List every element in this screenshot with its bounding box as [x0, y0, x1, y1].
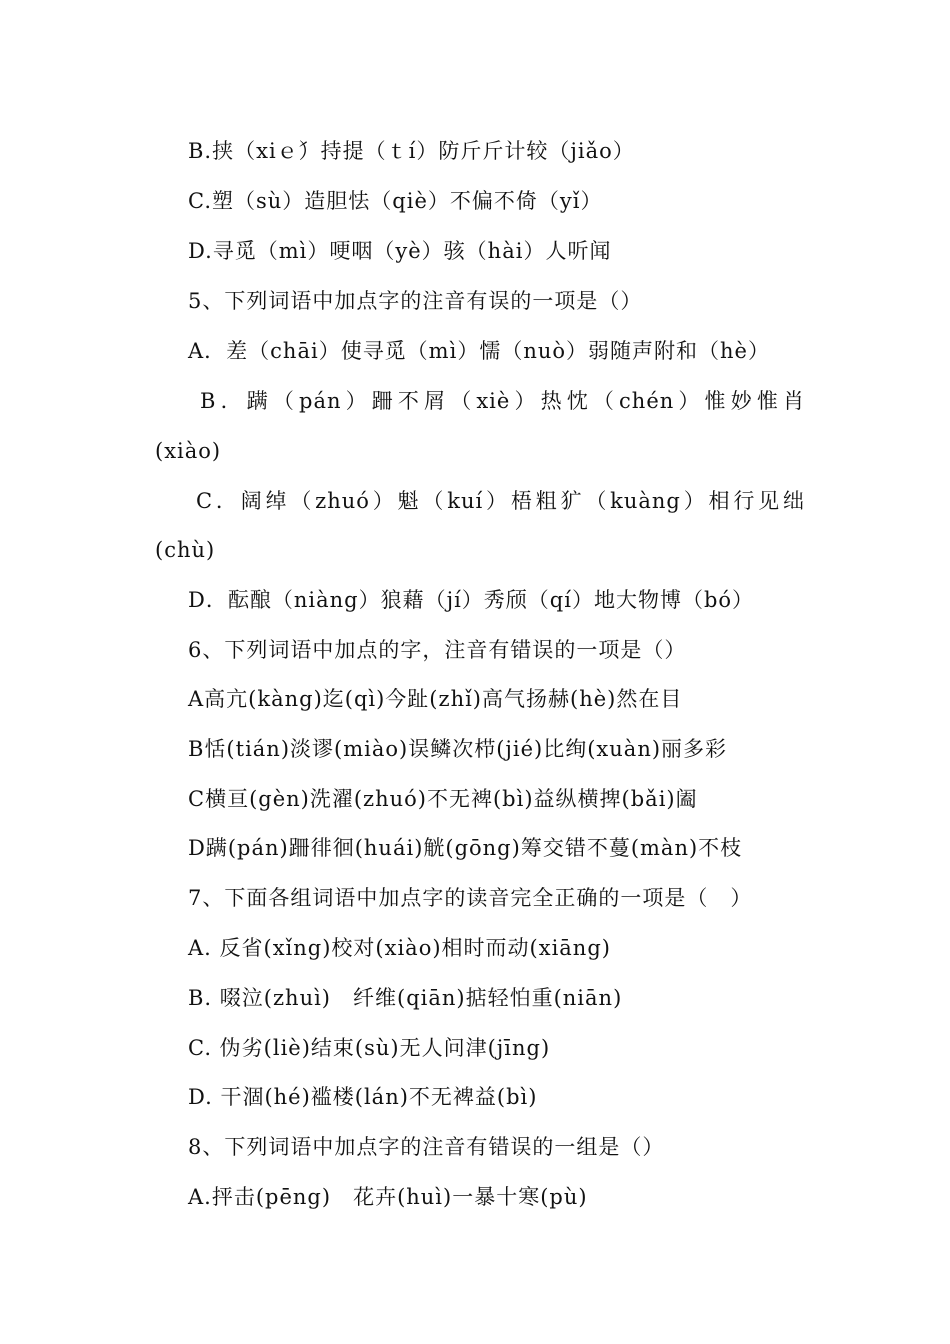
q5-option-a: A．差（chāi）使寻觅（mì）懦（nuò）弱随声附和（hè） [188, 339, 770, 363]
q5-option-b-continued: (xiào) [155, 439, 222, 463]
option-c-line: C.塑（sù）造胆怯（qiè）不偏不倚（yǐ） [188, 189, 603, 213]
option-d-line: D.寻觅（mì）哽咽（yè）骇（hài）人听闻 [188, 239, 612, 263]
q5-option-c: C．阔绰（zhuó）魁（kuí）梧粗犷（kuàng）相行见绌 [196, 489, 805, 513]
q5-option-d: D．酝酿（niàng）狼藉（jí）秀颀（qí）地大物博（bó） [188, 588, 755, 612]
q6-option-a: A高亢(kàng)迄(qì)今趾(zhǐ)高气扬赫(hè)然在目 [188, 687, 683, 711]
option-b-line: B.挟（xiｅ́）持提（ｔí）防斤斤计较（jiǎo） [188, 139, 635, 163]
question-8: 8、下列词语中加点字的注音有错误的一组是（） [188, 1135, 665, 1159]
q6-option-c: C横亘(gèn)洗濯(zhuó)不无裨(bì)益纵横捭(bǎi)阖 [188, 787, 698, 811]
question-6: 6、下列词语中加点的字，注音有错误的一项是（） [188, 638, 687, 662]
q6-option-b: B恬(tián)淡谬(miào)误鳞次栉(jié)比绚(xuàn)丽多彩 [188, 737, 728, 761]
q5-option-c-continued: (chù) [155, 538, 216, 562]
q7-option-a: A. 反省(xǐng)校对(xiào)相时而动(xiāng) [188, 936, 611, 960]
q7-option-c: C. 伪劣(liè)结束(sù)无人问津(jīng) [188, 1036, 551, 1060]
q7-option-d: D. 干涸(hé)褴楼(lán)不无裨益(bì) [188, 1085, 538, 1109]
q8-option-a: A.抨击(pēng) 花卉(huì)一暴十寒(pù) [188, 1185, 588, 1209]
question-7: 7、下面各组词语中加点字的读音完全正确的一项是（ ） [188, 886, 753, 910]
q5-option-b: B．蹒（pán）跚不屑（xiè）热忱（chén）惟妙惟肖 [200, 389, 805, 413]
question-5: 5、下列词语中加点字的注音有误的一项是（） [188, 289, 643, 313]
q6-option-d: D蹒(pán)跚徘徊(huái)觥(gōng)筹交错不蔓(màn)不枝 [188, 836, 743, 860]
q7-option-b: B. 啜泣(zhuì) 纤维(qiān)掂轻怕重(niān) [188, 986, 623, 1010]
